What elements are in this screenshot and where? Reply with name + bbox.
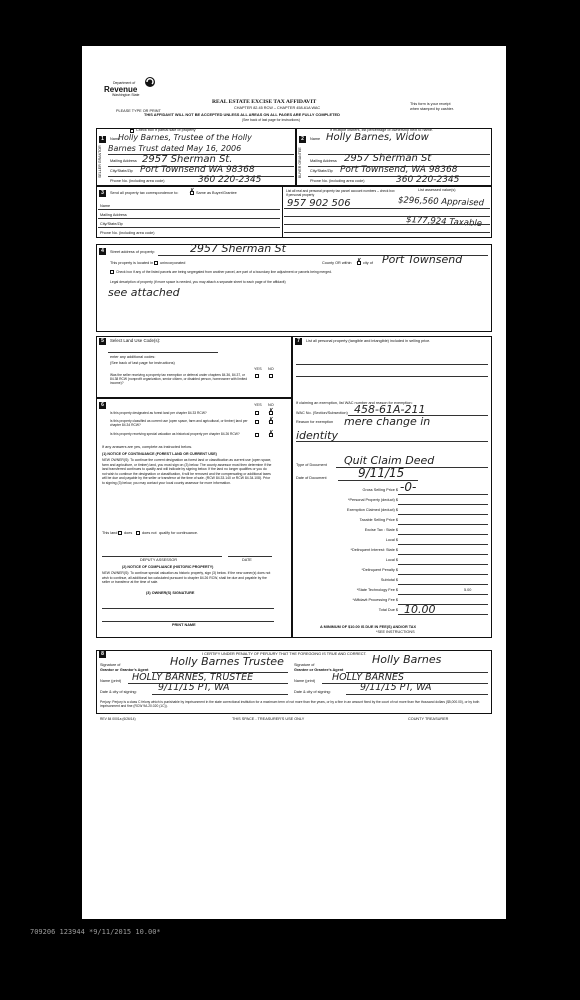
s3-assessed-value-1[interactable]: $296,560 Appraised	[397, 195, 485, 209]
section-2-number: 2	[299, 136, 306, 143]
s1-name-value-1[interactable]: Holly Barnes, Trustee of the Holly	[118, 133, 252, 142]
form-title: REAL ESTATE EXCISE TAX AFFIDAVIT	[212, 99, 317, 105]
s3-same-label: Same as Buyer/Grantee	[196, 191, 237, 195]
within-city-check-mark: ✗	[356, 257, 362, 265]
s5-enter-label: enter any additional codes:	[110, 355, 156, 359]
s6-does-not: does not	[142, 531, 157, 535]
list-percentage-label: If multiple owners, list percentage of ownership next to name.	[330, 128, 433, 132]
s7-doc-date-value[interactable]: 9/11/15	[358, 466, 405, 480]
s6-q3-yes[interactable]	[255, 433, 259, 437]
receipt-note-1: This form is your receipt	[410, 102, 451, 106]
s8-rev: REV 84 0001a (6/26/14)	[100, 717, 136, 721]
fee-row-value[interactable]: 10.00	[404, 603, 436, 616]
s8-perjury: Perjury: Perjury is a class C felony which is punishable by imprisonment in the state correctional institution for a maximum term of not more than five years, or by a fine in an amount fixed by the court of not more than five thousand dollars ($5,000.00), or by both imprisonment and fine (RCW 9A.20.020 (1C)).	[100, 700, 480, 709]
fee-row	[296, 596, 490, 606]
s3-assessed-value-2[interactable]: $177,924 Taxable	[405, 215, 483, 229]
s2-city-label: City/State/Zip	[310, 169, 333, 173]
s6-does-not-checkbox[interactable]	[136, 531, 140, 535]
fee-row	[296, 556, 490, 566]
s8-grantor-name[interactable]: HOLLY BARNES, TRUSTEE	[132, 672, 254, 683]
s2-phone-value[interactable]: 360 220-2345	[396, 175, 460, 185]
s6-yes: YES	[254, 403, 262, 407]
s1-phone-value[interactable]: 360 220-2345	[198, 175, 262, 185]
s8-certify: I CERTIFY UNDER PENALTY OF PERJURY THAT THE FOREGOING IS TRUE AND CORRECT.	[202, 652, 367, 656]
dor-line1: Department of	[113, 81, 136, 85]
s3-parcel-header: List all real and personal property tax parcel account numbers – check box if personal property	[286, 189, 395, 197]
fee-row	[296, 546, 490, 556]
s6-does-checkbox[interactable]	[118, 531, 122, 535]
s8-county-treasurer: COUNTY TREASURER	[408, 717, 449, 721]
s7-doc-type-value[interactable]: Quit Claim Deed	[344, 454, 435, 467]
please-type: PLEASE TYPE OR PRINT	[116, 109, 161, 113]
fee-row	[296, 586, 490, 596]
s8-grantee-name-label: Name (print)	[294, 679, 316, 683]
s6-owner-signature: (3) OWNER(S) SIGNATURE	[146, 591, 195, 595]
s6-does: does	[124, 531, 133, 535]
s6-no: NO	[268, 403, 274, 407]
s8-grantee-date[interactable]: 9/11/15 PT, WA	[360, 682, 432, 693]
s4-street-label: Street address of property:	[110, 250, 155, 254]
s6-notice1-text: NEW OWNER(S): To continue the current designation as forest land or classification as current use (open space, farm and agriculture, or timber) land, you must sign on (3) below. The county assessor must then determine if the land transferred continues to qualify and will indicate by signing below. If the land no longer qualifies or you do not wish to continue the designation or classification, it will be removed and the compensating or additional taxes will be due and payable by the seller or transferor at the time of sale. (RCW 84.33.140 or RCW 84.34.108). Prior to signing (3) below, you may contact your local county assessor for more information.	[102, 458, 272, 485]
fee-row	[296, 516, 490, 526]
fee-row	[296, 536, 490, 546]
fee-row-label: Total Due $	[378, 608, 398, 612]
s8-sig-label-1: Signature of	[100, 663, 121, 667]
s5-yes: YES	[254, 367, 262, 371]
s4-located-label: This property is located in	[110, 261, 154, 265]
s6-q3-no-mark: ✗	[268, 429, 274, 437]
fee-row-value[interactable]: -0-	[400, 480, 417, 494]
dor-logo	[104, 76, 164, 98]
s3-city-label: City/State/Zip	[100, 222, 123, 226]
section-5-box	[96, 336, 292, 398]
fee-row-label: Local $	[385, 558, 398, 562]
form-warning: THIS AFFIDAVIT WILL NOT BE ACCEPTED UNLESS ALL AREAS ON ALL PAGES ARE FULLY COMPLETED	[144, 112, 340, 117]
s5-yes-checkbox[interactable]	[255, 374, 259, 378]
fee-row-label: Exemption Claimed (deduct) $	[346, 508, 398, 512]
fee-row-value: 5.00	[464, 588, 472, 592]
fee-row-label: *Affidavit Processing Fee $	[352, 598, 398, 602]
s1-mailing-value[interactable]: 2957 Sherman St.	[142, 154, 233, 165]
s3-send-label: Send all property tax correspondence to:	[110, 191, 179, 195]
s5-see-back: (See back of last page for instructions)	[110, 361, 175, 365]
segregated-checkbox[interactable]	[110, 270, 114, 274]
section-6-number: 6	[99, 402, 106, 409]
s1-name-value-2[interactable]: Barnes Trust dated May 16, 2006	[108, 144, 242, 153]
fee-row	[296, 566, 490, 576]
fee-row-label: *Delinquent Penalty $	[361, 568, 398, 572]
fee-row-label: Taxable Selling Price $	[359, 518, 398, 522]
s2-name-value[interactable]: Holly Barnes, Widow	[326, 132, 429, 143]
s8-grantor-date[interactable]: 9/11/15 PT, WA	[158, 682, 230, 693]
s3-phone-label: Phone No. (including area code)	[100, 231, 155, 235]
s6-notice2-title: (2) NOTICE OF COMPLIANCE (HISTORIC PROPERTY)	[122, 565, 214, 569]
s6-q1-yes[interactable]	[255, 411, 259, 415]
s7-doc-date-label: Date of Document	[296, 476, 327, 480]
s3-assessed-header: List assessed value(s)	[418, 188, 456, 192]
fee-row	[296, 480, 490, 496]
s8-grantee-signature[interactable]: Holly Barnes	[372, 653, 442, 666]
s7-doc-type-label: Type of Document	[296, 463, 327, 467]
s2-mailing-value[interactable]: 2957 Sherman St	[344, 153, 432, 164]
fee-row-label: Gross Selling Price $	[362, 488, 398, 492]
section-4-number: 4	[99, 248, 106, 255]
s4-city-value[interactable]: Port Townsend	[382, 253, 463, 266]
s5-exemption-q: Was the seller receiving a property tax exemption or deferral under chapters 84.36, 84.37, or 84.38 RCW (nonprofit organization, senior citizen, or disabled person, homeowner with limited income)?	[110, 373, 248, 386]
s8-grantee-date-label: Date & city of signing:	[294, 690, 331, 694]
fee-row	[296, 603, 490, 616]
s7-reason-value-2[interactable]: identity	[296, 429, 338, 442]
dor-line2: Revenue	[104, 85, 138, 94]
s2-city-value[interactable]: Port Townsend, WA 98368	[340, 165, 458, 175]
seller-side-label: SELLER GRANTOR	[98, 145, 102, 178]
fee-row	[296, 496, 490, 506]
form-subtitle: CHAPTER 82.45 RCW – CHAPTER 458-61A WAC	[234, 106, 321, 110]
s6-print-name: PRINT NAME	[172, 623, 196, 627]
fee-row-label: Excise Tax : State $	[364, 528, 398, 532]
recording-stamp: 709206 123944 *9/11/2015 10.00*	[30, 928, 161, 936]
s8-name-label: Name (print)	[100, 679, 122, 683]
fee-row	[296, 526, 490, 536]
s6-q2: Is this property classified as current use (open space, farm and agricultural, or timber) land per chapter 84.34 RCW?	[110, 419, 248, 428]
fee-row	[296, 506, 490, 516]
partial-sale-label: Check box if partial sale of property	[136, 128, 196, 132]
s4-unincorporated-label: unincorporated	[160, 261, 186, 265]
s4-legal-value[interactable]: see attached	[108, 286, 180, 299]
s7-minimum-2: *SEE INSTRUCTIONS	[376, 630, 415, 634]
s5-no-checkbox[interactable]	[269, 374, 273, 378]
s4-city-of-label: city of	[363, 261, 373, 265]
s5-no: NO	[268, 367, 274, 371]
s2-phone-label: Phone No. (including area code)	[310, 179, 365, 183]
section-7-number: 7	[295, 338, 302, 345]
dor-line3: Washington State	[112, 93, 140, 97]
fee-row-label: Local $	[385, 538, 398, 542]
s6-q2-no-mark: ✗	[268, 416, 274, 424]
s3-mailing-label: Mailing Address	[100, 213, 127, 217]
s6-if-any: If any answers are yes, complete as instructed below.	[102, 445, 192, 449]
s8-grantee-sig-label-2: Grantee or Grantee's Agent	[294, 668, 344, 672]
s5-select-label: Select Land Use Code(s):	[110, 338, 161, 343]
section-3-number: 3	[99, 190, 106, 197]
s6-notice2-text: NEW OWNER(S): To continue special valuation as historic property, sign (3) below. If the new owner(s) does not wish to continue, all additional tax calculated pursuant to chapter 84.26 RCW, shall be due and payable by the seller or transferor at the time of sale.	[102, 571, 271, 585]
s8-grantee-sig-label-1: Signature of	[294, 663, 315, 667]
s6-q1: Is this property designated as forest land per chapter 84.33 RCW?	[110, 411, 207, 415]
s6-qualify: qualify for continuance.	[159, 531, 199, 535]
fee-row-label: Subtotal $	[380, 578, 398, 582]
s6-q1-no-mark: ✗	[268, 407, 274, 415]
s7-personal-label: List all personal property (tangible and intangible) included in selling price.	[306, 339, 431, 343]
s1-phone-label: Phone No. (including area code)	[110, 179, 165, 183]
s7-minimum-1: A MINIMUM OF $10.00 IS DUE IN FEE(S) AND/OR TAX	[320, 625, 417, 629]
s6-notice1-title: (1) NOTICE OF CONTINUANCE (FOREST LAND OR CURRENT USE)	[102, 452, 217, 456]
s8-sig-label-2: Grantor or Grantor's Agent	[100, 668, 149, 672]
affidavit-page	[82, 46, 506, 919]
s7-wac-value[interactable]: 458-61A-211	[354, 403, 426, 416]
s8-grantor-signature[interactable]: Holly Barnes Trustee	[170, 655, 284, 668]
s2-mailing-label: Mailing Address	[310, 159, 337, 163]
s7-reason-value-1[interactable]: mere change in	[344, 415, 431, 428]
s6-q3: Is this property receiving special valuation as historical property per chapter 84.26 RCW?	[110, 432, 240, 436]
s7-reason-label: Reason for exemption	[296, 420, 334, 424]
unincorporated-checkbox[interactable]	[154, 261, 158, 265]
s4-legal-label: Legal description of property (if more space is needed, you may attach a separate sheet to each page of the affidavit)	[110, 280, 286, 284]
s6-this-land: This land	[102, 531, 118, 535]
s3-name-label: Name	[100, 204, 111, 208]
s7-fee-rows	[296, 480, 490, 616]
s4-street-value[interactable]: 2957 Sherman St	[190, 242, 286, 255]
s6-q2-yes[interactable]	[255, 420, 259, 424]
section-5-number: 5	[99, 338, 106, 345]
s1-city-value[interactable]: Port Townsend WA 98368	[140, 165, 255, 175]
s3-parcel-value[interactable]: 957 902 506	[287, 198, 351, 209]
fee-row	[296, 576, 490, 586]
fee-row-label: *Delinquent Interest: State $	[350, 548, 398, 552]
s4-segregated-label: Check box if any of the listed parcels are being segregated from another parcel, are part of a boundary line adjustment or parcels being merged.	[116, 270, 332, 274]
s7-wac-label: WAC No. (Section/Subsection)	[296, 411, 348, 415]
s1-city-label: City/State/Zip	[110, 169, 133, 173]
s8-grantee-name[interactable]: HOLLY BARNES	[332, 672, 404, 683]
section-1-number: 1	[99, 136, 106, 143]
s6-date: DATE	[242, 558, 252, 562]
buyer-side-label: BUYER GRANTEE	[298, 147, 302, 178]
s4-county-label: County OR within	[322, 261, 352, 265]
fee-row-label: *State Technology Fee $	[356, 588, 398, 592]
s8-treasurer-space: THIS SPACE - TREASURER'S USE ONLY	[232, 717, 305, 721]
fee-row-label: *Personal Property (deduct) $	[347, 498, 398, 502]
s8-date-label: Date & city of signing:	[100, 690, 137, 694]
s1-mailing-label: Mailing Address	[110, 159, 137, 163]
section-8-number: 8	[99, 651, 106, 658]
s2-name-label: Name	[310, 137, 321, 141]
s6-deputy-assessor: DEPUTY ASSESSOR	[140, 558, 178, 562]
receipt-note-2: when stamped by cashier.	[410, 107, 454, 111]
s1-name-label: Name	[110, 137, 121, 141]
s7-exemption-label: If claiming an exemption, list WAC number and reason for exemption:	[296, 401, 413, 405]
same-as-buyer-check-mark: ✗	[189, 187, 195, 195]
form-see-back: (See back of last page for instructions)	[242, 118, 300, 122]
